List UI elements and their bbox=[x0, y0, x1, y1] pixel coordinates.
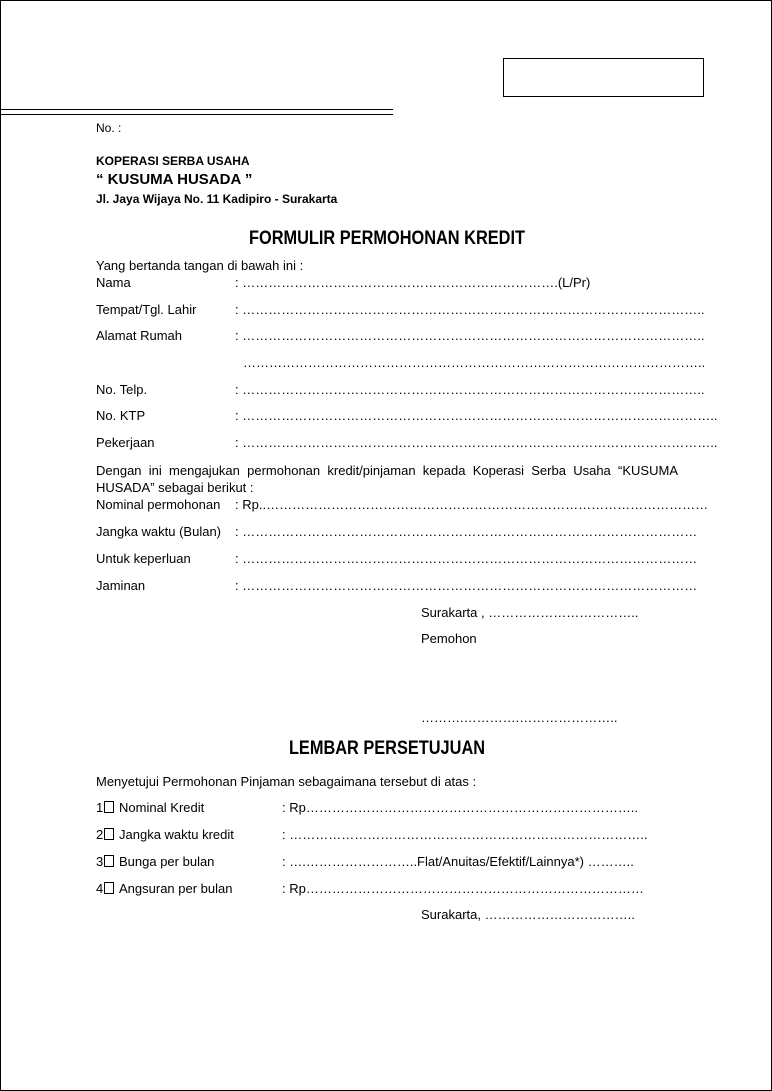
approval-intro: Menyetujui Permohonan Pinjaman sebagaimana tersebut di atas : bbox=[96, 774, 477, 789]
approval-value-nominal[interactable]: : Rp………………………………………………………………….. bbox=[282, 800, 639, 815]
field-value-alamat[interactable]: : …………………………………………………………………………………………….. bbox=[235, 328, 705, 343]
applicant-place-date[interactable]: Surakarta , …………………………….. bbox=[421, 605, 639, 620]
org-type: KOPERASI SERBA USAHA bbox=[96, 154, 250, 168]
form-intro: Yang bertanda tangan di bawah ini : bbox=[96, 258, 304, 273]
approval-item-3 bbox=[96, 854, 114, 870]
approval-number-2: 2 bbox=[96, 827, 104, 842]
checkbox-icon[interactable] bbox=[104, 882, 114, 894]
approval-label-angsuran: Angsuran per bulan bbox=[119, 881, 233, 896]
checkbox-icon[interactable] bbox=[104, 855, 114, 867]
field-value-tempat-lahir[interactable]: : …………………………………………………………………………………………….. bbox=[235, 302, 705, 317]
field-value-pekerjaan[interactable]: : ……………………………………………………………………………………………….. bbox=[235, 435, 718, 450]
org-address: Jl. Jaya Wijaya No. 11 Kadipiro - Surakarta bbox=[96, 192, 338, 206]
approval-number-3: 3 bbox=[96, 854, 104, 869]
field-value-ktp[interactable]: : ……………………………………………………………………………………………….. bbox=[235, 408, 718, 423]
field-value-telp[interactable]: : …………………………………………………………………………………………….. bbox=[235, 382, 705, 397]
approval-label-jangka-waktu: Jangka waktu kredit bbox=[119, 827, 234, 842]
field-value-alamat-line2[interactable]: …………………………………………………………………………………………….. bbox=[243, 355, 706, 370]
approval-number-1: 1 bbox=[96, 800, 104, 815]
approval-number-4: 4 bbox=[96, 881, 104, 896]
request-statement-line1: Dengan ini mengajukan permohonan kredit/pinjaman kepada Koperasi Serba Usaha “KUSUMA bbox=[96, 463, 678, 478]
loan-value-nominal[interactable]: : Rp..………………………………………………………………………………………… bbox=[235, 497, 709, 512]
applicant-signature-line[interactable]: ……….………….………………….. bbox=[421, 710, 618, 725]
document-number-label: No. : bbox=[96, 121, 122, 135]
request-statement-line2: HUSADA” sebagai berikut : bbox=[96, 480, 254, 495]
field-label-alamat: Alamat Rumah bbox=[96, 328, 182, 343]
org-name: “ KUSUMA HUSADA ” bbox=[96, 171, 253, 188]
loan-value-jaminan[interactable]: : …………………………………………………………………………………………… bbox=[235, 578, 698, 593]
approval-value-angsuran[interactable]: : Rp…………………………………………………………………… bbox=[282, 881, 644, 896]
loan-label-nominal: Nominal permohonan bbox=[96, 497, 221, 512]
form-title: FORMULIR PERMOHONAN KREDIT bbox=[249, 228, 525, 249]
loan-value-jangka-waktu[interactable]: : …………………………………………………………………………………………… bbox=[235, 524, 698, 539]
approval-value-bunga[interactable]: : ….……………………..Flat/Anuitas/Efektif/Lainnya*) ……….. bbox=[282, 854, 634, 869]
checkbox-icon[interactable] bbox=[104, 801, 114, 813]
approval-title: LEMBAR PERSETUJUAN bbox=[288, 738, 486, 759]
checkbox-icon[interactable] bbox=[104, 828, 114, 840]
field-label-tempat-lahir: Tempat/Tgl. Lahir bbox=[96, 302, 197, 317]
header-divider-bottom bbox=[1, 114, 393, 115]
approval-label-bunga: Bunga per bulan bbox=[119, 854, 215, 869]
reference-number-box[interactable] bbox=[503, 58, 704, 97]
loan-label-jaminan: Jaminan bbox=[96, 578, 146, 593]
field-value-nama[interactable]: : ……………………………………………………………….(L/Pr) bbox=[235, 275, 591, 290]
approval-label-nominal: Nominal Kredit bbox=[119, 800, 205, 815]
loan-value-keperluan[interactable]: : …………………………………………………………………………………………… bbox=[235, 551, 698, 566]
field-label-nama: Nama bbox=[96, 275, 131, 290]
loan-label-jangka-waktu: Jangka waktu (Bulan) bbox=[96, 524, 222, 539]
approval-place-date[interactable]: Surakarta, …………………………….. bbox=[421, 907, 635, 922]
field-label-ktp: No. KTP bbox=[96, 408, 146, 423]
approval-item-1 bbox=[96, 800, 114, 816]
field-label-pekerjaan: Pekerjaan bbox=[96, 435, 155, 450]
approval-item-2 bbox=[96, 827, 114, 843]
applicant-label: Pemohon bbox=[421, 631, 477, 646]
loan-label-keperluan: Untuk keperluan bbox=[96, 551, 191, 566]
approval-item-4 bbox=[96, 881, 114, 897]
field-label-telp: No. Telp. bbox=[96, 382, 148, 397]
approval-value-jangka-waktu[interactable]: : ……………………………………………………………………….. bbox=[282, 827, 648, 842]
header-divider-top bbox=[1, 109, 393, 110]
